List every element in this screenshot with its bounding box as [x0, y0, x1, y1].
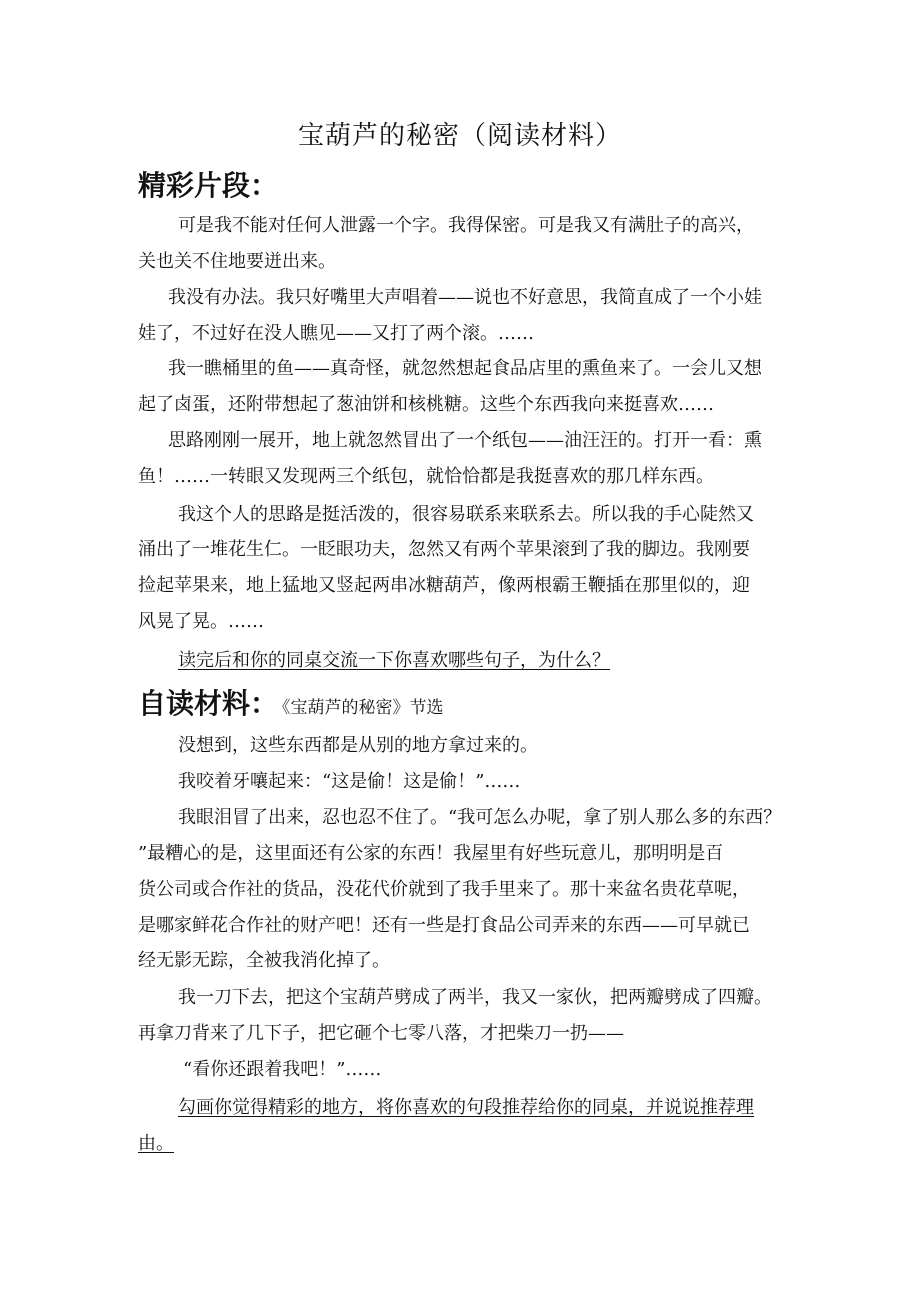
recommendation-prompt-continued: 由。	[138, 1133, 174, 1154]
paragraph-line: “看你还跟着我吧！”……	[183, 1059, 382, 1080]
paragraph-line: 没想到，这些东西都是从别的地方拿过来的。	[178, 735, 538, 756]
paragraph-line: 我眼泪冒了出来，忍也忍不住了。“我可怎么办呢，拿了别人那么多的东西？	[178, 807, 782, 828]
paragraph-line: 起了卤蛋，还附带想起了葱油饼和核桃糖。这些个东西我向来挺喜欢……	[138, 394, 714, 415]
recommendation-prompt: 勾画你觉得精彩的地方，将你喜欢的句段推荐给你的同桌，并说说推荐理	[178, 1097, 754, 1118]
paragraph-line: 我没有办法。我只好嘴里大声唱着——说也不好意思，我简直成了一个小娃	[168, 287, 762, 308]
highlights-heading-text: 精彩片段：	[138, 169, 279, 202]
section-heading-highlights	[138, 168, 278, 204]
section-heading-self-reading	[138, 686, 444, 726]
paragraph-line: 我一瞧桶里的鱼——真奇怪，就忽然想起食品店里的熏鱼来了。一会儿又想	[168, 358, 762, 379]
paragraph-line: 捡起苹果来，地上猛地又竖起两串冰糖葫芦，像两根霸王鞭插在那里似的，迎	[138, 575, 750, 596]
paragraph-line: 我这个人的思路是挺活泼的，很容易联系来联系去。所以我的手心陡然又	[178, 504, 754, 525]
discussion-prompt: 读完后和你的同桌交流一下你喜欢哪些句子，为什么？	[178, 650, 610, 671]
document-title: 宝葫芦的秘密（阅读材料）	[297, 121, 622, 151]
self-reading-heading-text: 自读材料：	[138, 687, 279, 720]
self-reading-subheading: 《宝葫芦的秘密》节选	[282, 698, 444, 718]
paragraph-line: 可是我不能对任何人泄露一个字。我得保密。可是我又有满肚子的高兴，	[178, 215, 754, 236]
paragraph-line: 关也关不住地要迸出来。	[138, 251, 336, 272]
paragraph-line: 涌出了一堆花生仁。一眨眼功夫，忽然又有两个苹果滚到了我的脚边。我刚要	[138, 539, 750, 560]
paragraph-line: 娃了，不过好在没人瞧见——又打了两个滚。……	[138, 323, 534, 344]
paragraph-line: 再拿刀背来了几下子，把它砸个七零八落，才把柴刀一扔——	[138, 1023, 624, 1044]
paragraph-line: 是哪家鲜花合作社的财产吧！还有一些是打食品公司弄来的东西——可早就已	[138, 915, 750, 936]
paragraph-line: 思路刚刚一展开，地上就忽然冒出了一个纸包——油汪汪的。打开一看：熏	[168, 430, 762, 451]
paragraph-line: ”最糟心的是，这里面还有公家的东西！我屋里有好些玩意儿，那明明是百	[138, 843, 724, 864]
paragraph-line: 经无影无踪，全被我消化掉了。	[138, 950, 390, 971]
paragraph-line: 货公司或合作社的货品，没花代价就到了我手里来了。那十来盆名贵花草呢，	[138, 879, 750, 900]
paragraph-line: 我一刀下去，把这个宝葫芦劈成了两半，我又一家伙，把两瓣劈成了四瓣。	[178, 987, 772, 1008]
paragraph-line: 我咬着牙嚷起来：“这是偷！这是偷！”……	[178, 771, 521, 792]
paragraph-line: 鱼！……一转眼又发现两三个纸包，就恰恰都是我挺喜欢的那几样东西。	[138, 466, 714, 487]
paragraph-line: 风晃了晃。……	[138, 611, 264, 632]
